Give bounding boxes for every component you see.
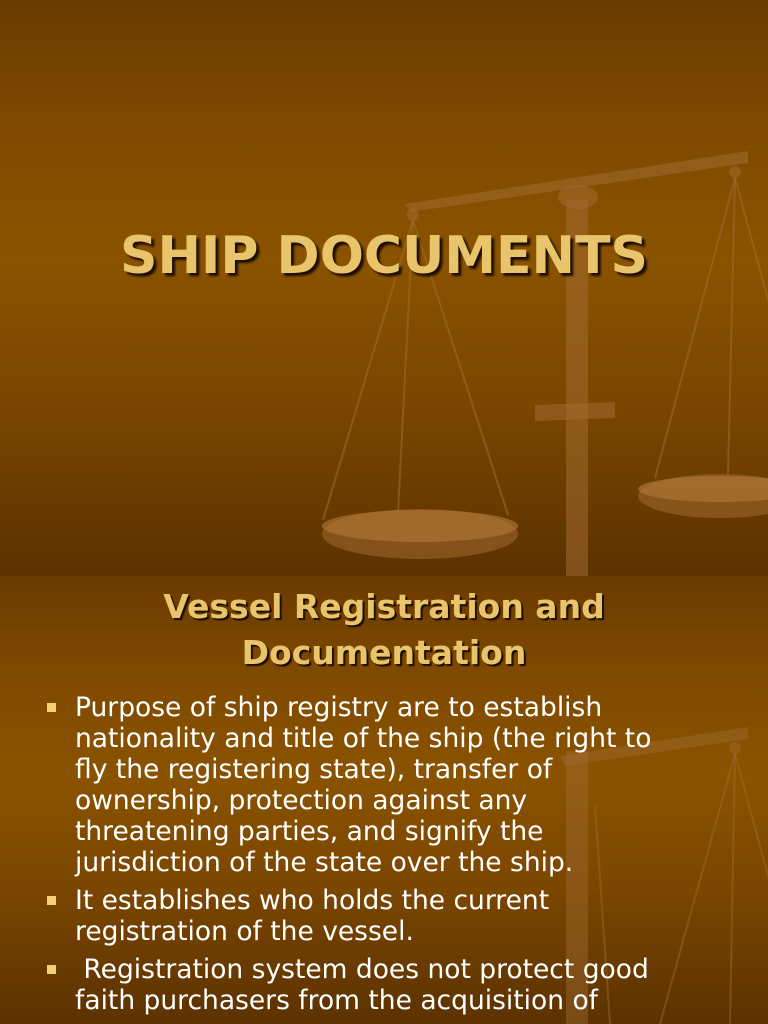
bullet-item (44, 885, 744, 947)
square-bullet-icon (47, 703, 56, 712)
bullet-item (44, 954, 744, 1016)
bullet-line: ownership, protection against any (75, 785, 528, 816)
bullet-line: Registration system does not protect good (75, 954, 649, 985)
bullet-line: threatening parties, and signify the (75, 816, 544, 847)
slide-title-text: SHIP DOCUMENTS (120, 226, 648, 286)
bullet-line: Purpose of ship registry are to establish (75, 692, 603, 723)
square-bullet-icon (47, 896, 56, 905)
square-bullet-icon (47, 965, 56, 974)
subtitle-line-2: Documentation (241, 633, 527, 672)
bullet-line: fly the registering state), transfer of (75, 754, 553, 785)
bullet-item (44, 692, 744, 878)
bullet-line: jurisdiction of the state over the ship. (75, 847, 574, 878)
bullet-line: It establishes who holds the current (75, 885, 550, 916)
subtitle-line-1: Vessel Registration and (163, 587, 605, 626)
bullet-line: faith purchasers from the acquisition of (75, 985, 598, 1016)
bullet-list (44, 692, 744, 1023)
slide-content (0, 576, 768, 1024)
bullet-line: registration of the vessel. (75, 916, 414, 947)
bullet-line: nationality and title of the ship (the right to (75, 723, 652, 754)
slide-subtitle (0, 584, 768, 676)
